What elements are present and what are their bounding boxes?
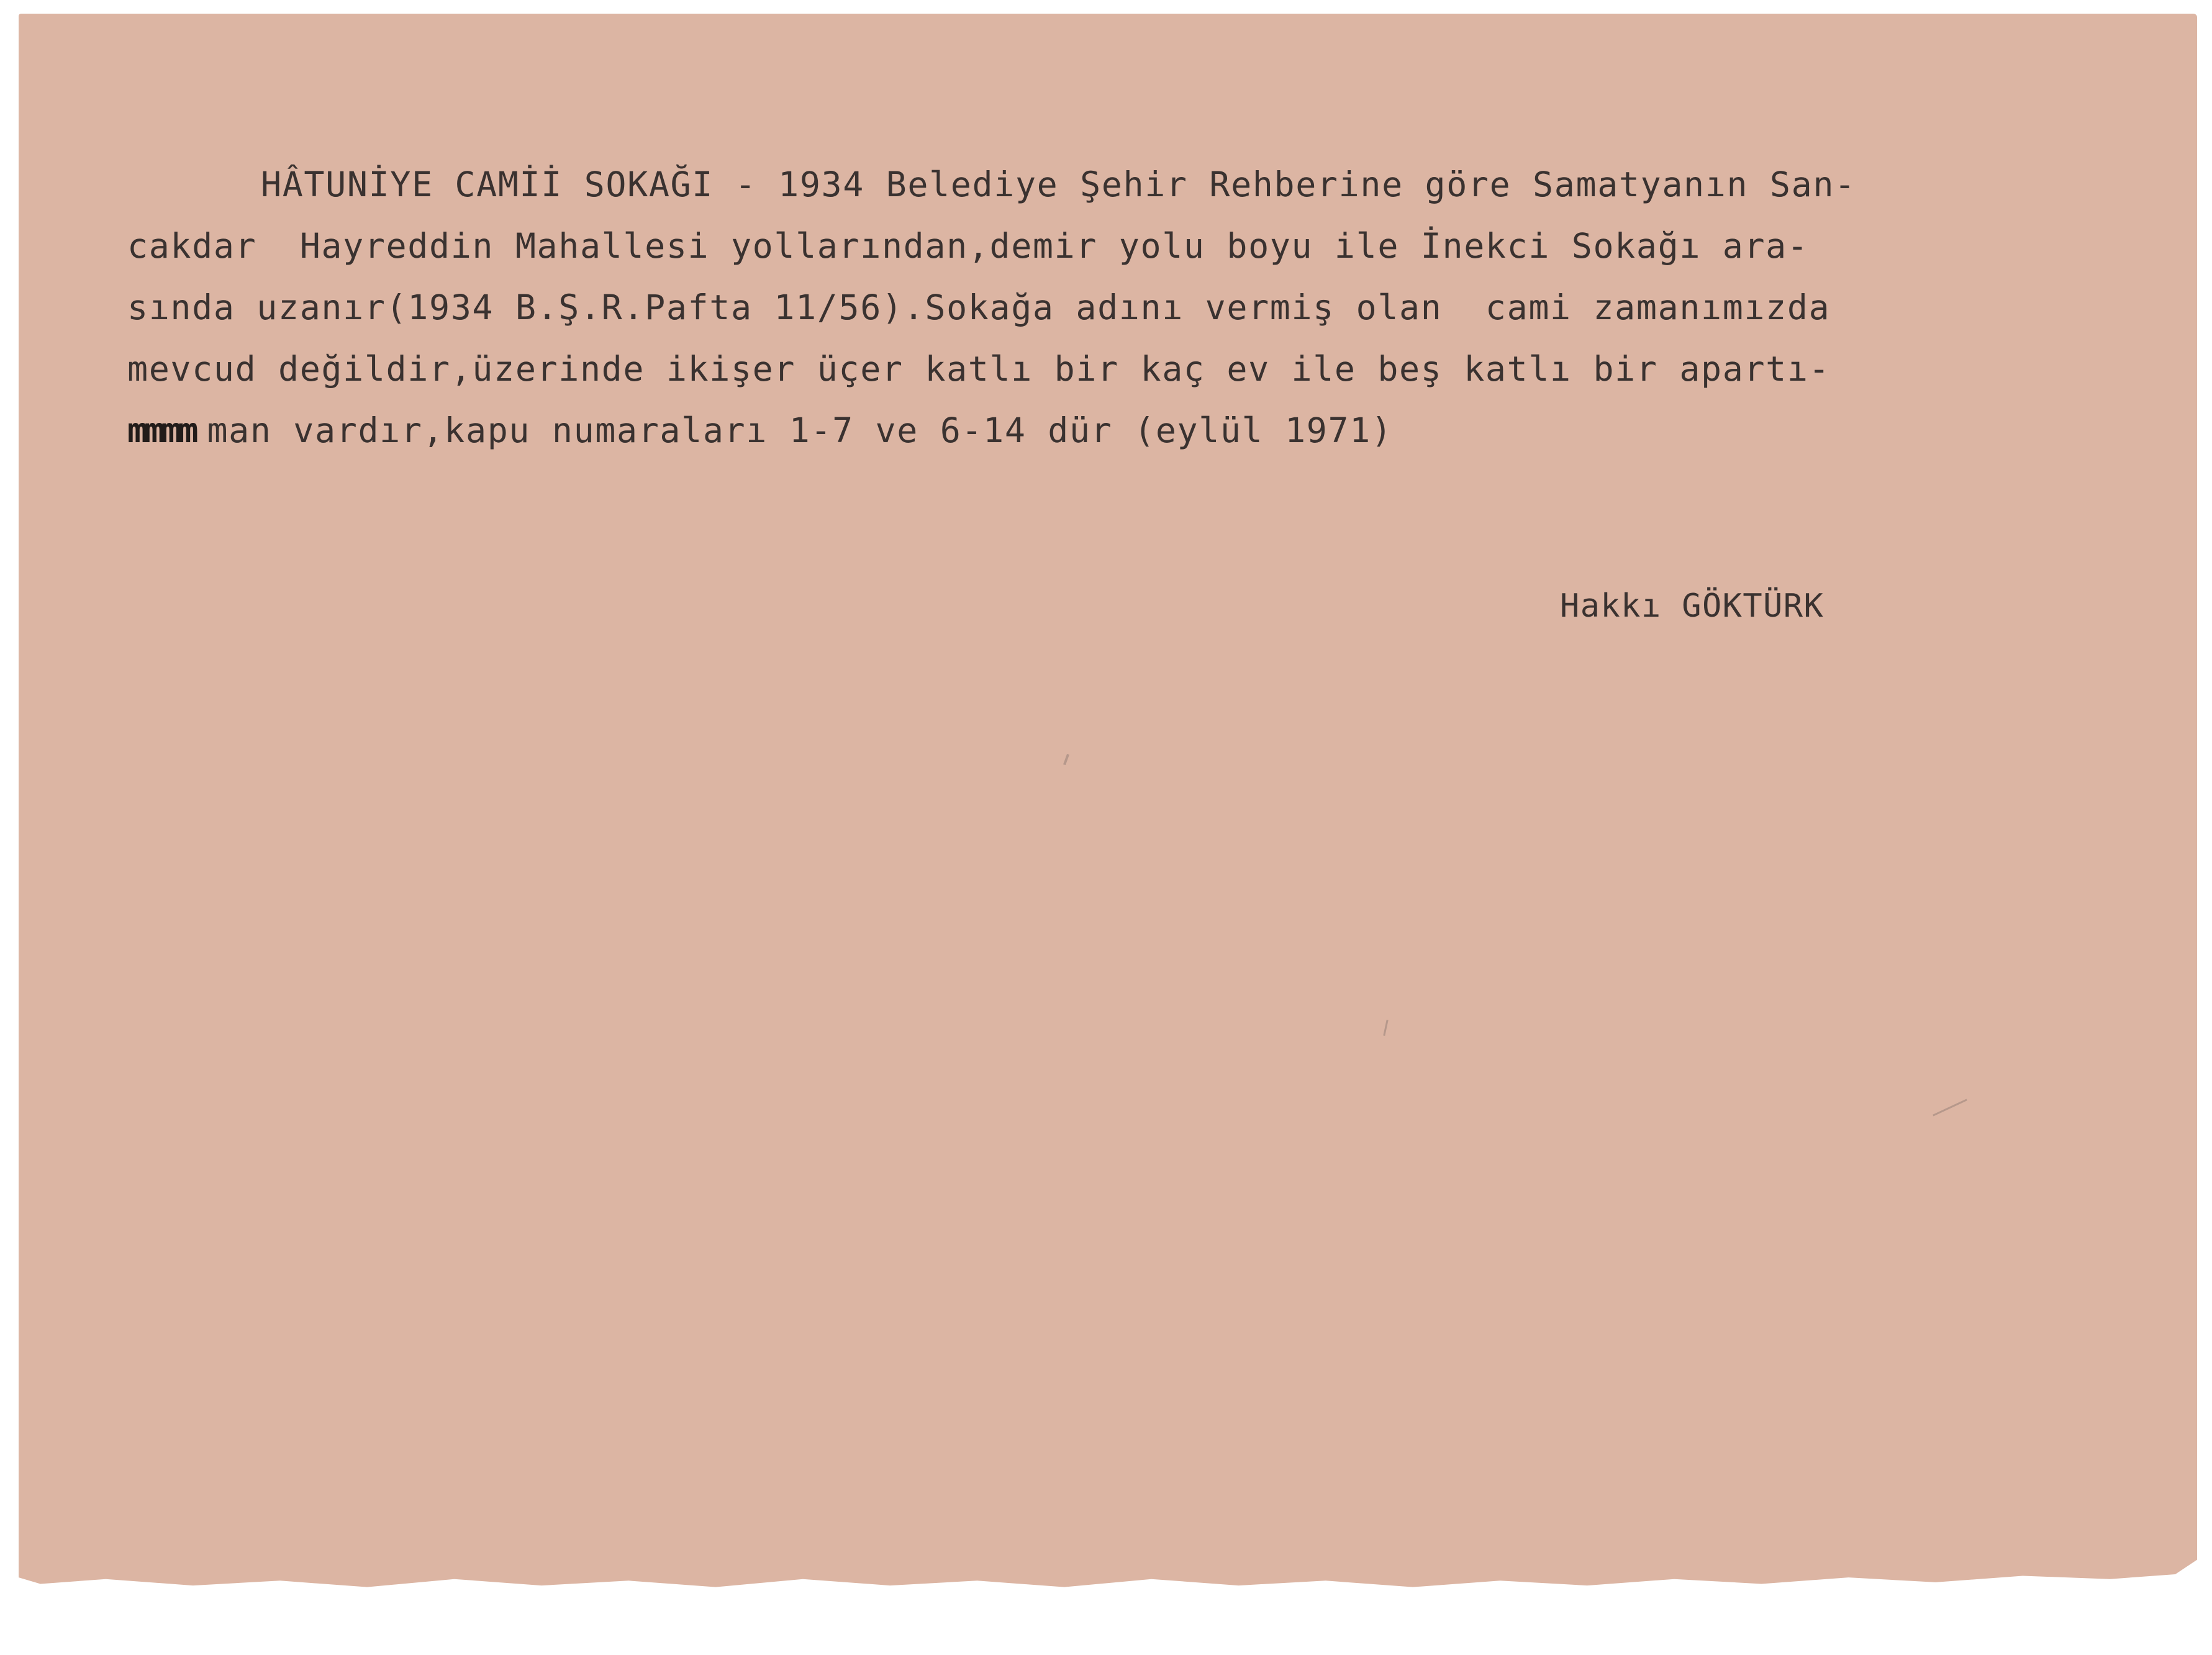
typed-paragraph — [127, 154, 2177, 461]
text-line-2: cakdar Hayreddin Mahallesi yollarından,demir yolu boyu ile İnekci Sokağı ara- — [127, 226, 1809, 266]
text-line-5 — [127, 400, 2177, 461]
text-line-1: HÂTUNİYE CAMİİ SOKAĞI - 1934 Belediye Şehir Rehberine göre Samatyanın San- — [261, 165, 1856, 204]
author-signature: Hakkı GÖKTÜRK — [1560, 587, 1824, 625]
text-line-3: sında uzanır(1934 B.Ş.R.Pafta 11/56).Sokağa adını vermiş olan cami zamanımızda — [127, 288, 1831, 327]
paper-speck — [1933, 1099, 1967, 1116]
struck-out-text: mmmm — [127, 410, 195, 450]
text-line-5-content: man vardır,kapu numaraları 1-7 ve 6-14 dür (eylül 1971) — [207, 410, 1393, 450]
text-line-4: mevcud değildir,üzerinde ikişer üçer katlı bir kaç ev ile beş katlı bir apartı- — [127, 349, 1831, 389]
paper-speck — [1063, 754, 1069, 765]
paper-speck — [978, 1607, 981, 1610]
paper-speck — [1383, 1020, 1388, 1036]
